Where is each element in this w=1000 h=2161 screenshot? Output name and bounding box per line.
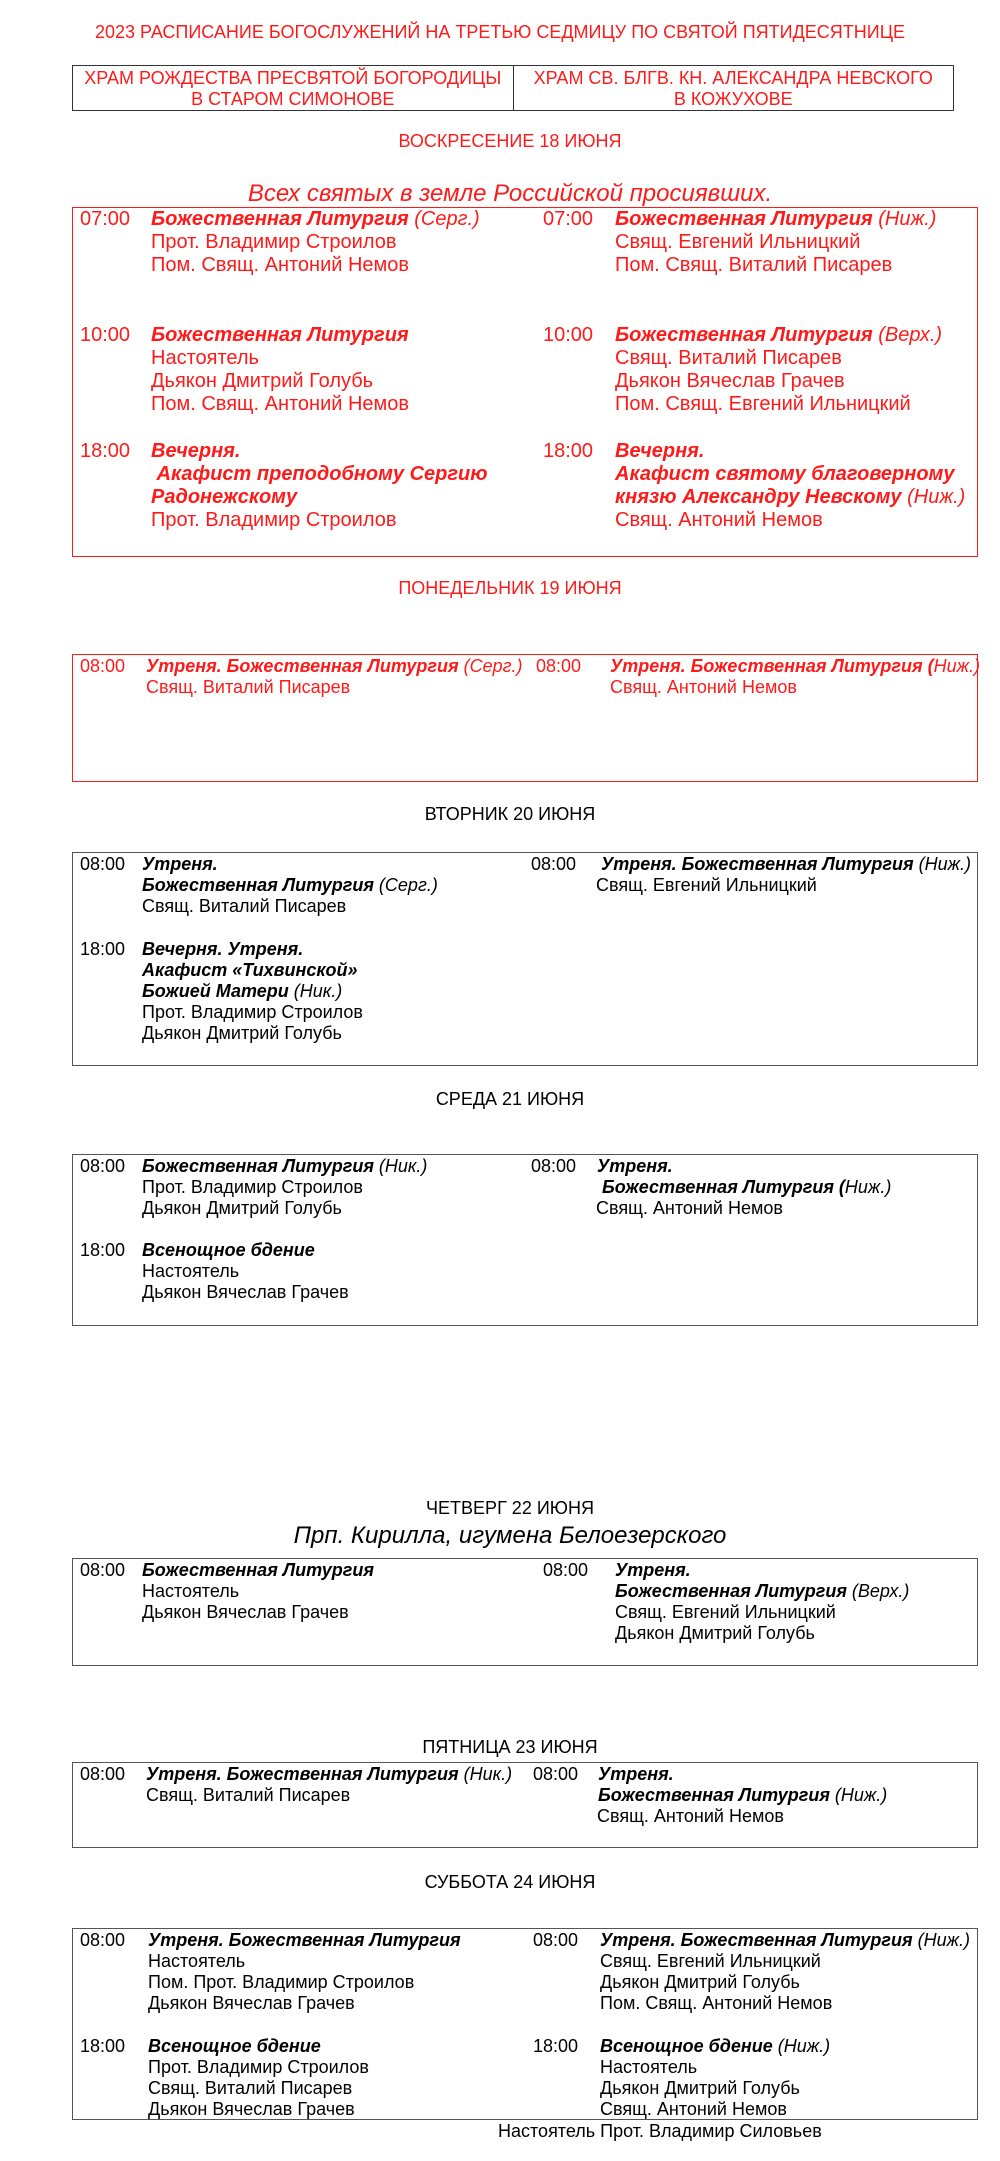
clergy-line: Пом. Свящ. Антоний Немов xyxy=(151,393,410,415)
service-name: Божественная Литургия xyxy=(142,1156,374,1176)
event-service xyxy=(615,208,936,231)
service-note: (Ниж.) xyxy=(901,486,966,508)
day-heading-mon: ПОНЕДЕЛЬНИК 19 ИЮНЯ xyxy=(398,578,622,598)
event-time: 08:00 xyxy=(533,1764,579,1784)
clergy-line: Свящ. Евгений Ильницкий xyxy=(615,231,861,253)
event-time: 07:00 xyxy=(80,208,131,230)
service-name: Божественная Литургия xyxy=(142,875,374,895)
service-note: Ниж.) xyxy=(844,1177,892,1197)
service-name: Вечерня. Утреня. xyxy=(142,939,304,959)
clergy-line: Дьякон Дмитрий Голубь xyxy=(151,370,374,392)
clergy-line: Свящ. Евгений Ильницкий xyxy=(596,875,817,895)
event-time: 10:00 xyxy=(80,324,131,346)
service-name: Утреня. Божественная Литургия xyxy=(146,1764,459,1784)
clergy-line: Дьякон Дмитрий Голубь xyxy=(142,1023,342,1043)
clergy-line: Свящ. Антоний Немов xyxy=(615,509,823,531)
service-note: (Ниж.) xyxy=(829,1785,888,1805)
service-note: (Ник.) xyxy=(373,1156,428,1176)
document-title: 2023 РАСПИСАНИЕ БОГОСЛУЖЕНИЙ НА ТРЕТЬЮ СЕДМИЦУ ПО СВЯТОЙ ПЯТИДЕСЯТНИЦЕ xyxy=(94,22,906,42)
church-left-name: ХРАМ РОЖДЕСТВА ПРЕСВЯТОЙ БОГОРОДИЦЫ xyxy=(84,68,502,88)
service-name: Утреня. Божественная Литургия xyxy=(146,656,459,676)
event-time: 08:00 xyxy=(543,1560,589,1580)
clergy-line: Свящ. Антоний Немов xyxy=(596,1198,783,1218)
service-name: Божественная Литургия xyxy=(598,1785,830,1805)
event-time: 08:00 xyxy=(536,656,582,676)
service-name: Утреня. xyxy=(615,1560,691,1580)
clergy-line: Дьякон Вячеслав Грачев xyxy=(142,1602,349,1622)
event-time: 18:00 xyxy=(80,440,131,462)
day-heading-thu: ЧЕТВЕРГ 22 ИЮНЯ xyxy=(426,1498,594,1518)
clergy-line: Прот. Владимир Строилов xyxy=(148,2057,369,2077)
event-service xyxy=(146,1764,512,1785)
clergy-line: Свящ. Виталий Писарев xyxy=(148,2078,353,2098)
event-service xyxy=(610,656,980,677)
event-service xyxy=(146,656,522,677)
service-name: Утреня. xyxy=(598,1764,674,1784)
church-left xyxy=(73,66,513,110)
event-service xyxy=(597,1177,891,1198)
clergy-line: Свящ. Евгений Ильницкий xyxy=(600,1951,821,1971)
clergy-line: Прот. Владимир Строилов xyxy=(142,1002,363,1022)
service-note: (Верх.) xyxy=(872,324,943,346)
clergy-line: Дьякон Дмитрий Голубь xyxy=(142,1198,342,1218)
event-time: 08:00 xyxy=(80,1930,126,1950)
event-time: 08:00 xyxy=(533,1930,579,1950)
clergy-line: Свящ. Антоний Немов xyxy=(600,2099,787,2119)
event-service xyxy=(600,1930,970,1951)
service-name: Вечерня. xyxy=(615,440,705,462)
service-note: (Серг.) xyxy=(458,656,523,676)
service-name: Всенощное бдение xyxy=(148,2036,321,2056)
church-right-location: В КОЖУХОВЕ xyxy=(673,89,793,109)
event-time: 18:00 xyxy=(543,440,594,462)
event-time: 08:00 xyxy=(80,1560,126,1580)
clergy-line: Дьякон Вячеслав Грачев xyxy=(142,1282,349,1302)
service-note: Ниж.) xyxy=(933,656,980,676)
day-heading-fri: ПЯТНИЦА 23 ИЮНЯ xyxy=(422,1737,598,1757)
service-name: Божественная Литургия xyxy=(151,324,409,346)
event-service xyxy=(151,208,480,231)
service-name: Божественная Литургия ( xyxy=(597,1177,845,1197)
event-service xyxy=(598,1785,887,1806)
service-note: (Верх.) xyxy=(846,1581,910,1601)
clergy-line: Настоятель xyxy=(151,347,259,369)
event-service xyxy=(600,2036,830,2057)
service-note: (Серг.) xyxy=(408,208,480,230)
feast-title-thu: Прп. Кирилла, игумена Белоезерского xyxy=(293,1522,727,1549)
event-time: 08:00 xyxy=(531,1156,577,1176)
feast-title-sun: Всех святых в земле Российской просиявших. xyxy=(247,180,773,207)
church-right-name: ХРАМ СВ. БЛГВ. КН. АЛЕКСАНДРА НЕВСКОГО xyxy=(533,68,933,88)
clergy-line: Свящ. Виталий Писарев xyxy=(615,347,842,369)
rector-signature: Настоятель Прот. Владимир Силовьев xyxy=(498,2121,822,2141)
clergy-line: Дьякон Дмитрий Голубь xyxy=(600,1972,800,1992)
service-name: Радонежскому xyxy=(151,486,298,508)
clergy-line: Настоятель xyxy=(148,1951,246,1971)
clergy-line: Свящ. Виталий Писарев xyxy=(146,677,351,697)
clergy-line: Пом. Прот. Владимир Строилов xyxy=(148,1972,415,1992)
day-heading-sun: ВОСКРЕСЕНИЕ 18 ИЮНЯ xyxy=(398,131,622,151)
service-name: Божественная Литургия xyxy=(615,1581,847,1601)
clergy-line: Свящ. Евгений Ильницкий xyxy=(615,1602,836,1622)
service-note: (Ниж.) xyxy=(772,2036,831,2056)
service-note: (Ник.) xyxy=(288,981,343,1001)
event-time: 18:00 xyxy=(80,1240,126,1260)
event-time: 08:00 xyxy=(80,1156,126,1176)
event-time: 18:00 xyxy=(80,2036,126,2056)
clergy-line: Прот. Владимир Строилов xyxy=(151,231,397,253)
service-name: Всенощное бдение xyxy=(600,2036,773,2056)
event-time: 08:00 xyxy=(80,1764,126,1784)
clergy-line: Дьякон Вячеслав Грачев xyxy=(148,1993,355,2013)
clergy-line: Настоятель xyxy=(600,2057,698,2077)
event-service xyxy=(142,875,438,896)
clergy-line: Настоятель xyxy=(142,1581,240,1601)
service-name: Божественная Литургия xyxy=(615,208,873,230)
service-name: Божественная Литургия xyxy=(615,324,873,346)
service-name: Утреня. xyxy=(142,854,218,874)
service-name: Утреня. Божественная Литургия xyxy=(148,1930,461,1950)
event-time: 18:00 xyxy=(533,2036,579,2056)
clergy-line: Свящ. Виталий Писарев xyxy=(146,1785,351,1805)
clergy-line: Пом. Свящ. Антоний Немов xyxy=(151,254,410,276)
service-name: Утреня. Божественная Литургия ( xyxy=(610,656,934,676)
service-name: Божественная Литургия xyxy=(151,208,409,230)
service-name: Утреня. Божественная Литургия xyxy=(600,1930,913,1950)
service-name: Божественная Литургия xyxy=(142,1560,374,1580)
service-note: (Ниж.) xyxy=(872,208,937,230)
clergy-line: Дьякон Дмитрий Голубь xyxy=(600,2078,800,2098)
service-note: (Ник.) xyxy=(458,1764,513,1784)
event-time: 08:00 xyxy=(531,854,577,874)
church-header-table xyxy=(72,65,954,111)
event-service xyxy=(142,1156,427,1177)
service-note: (Ниж.) xyxy=(913,854,971,874)
event-time: 08:00 xyxy=(80,854,126,874)
service-name: Акафист преподобному Сергию xyxy=(151,463,488,485)
church-left-location: В СТАРОМ СИМОНОВЕ xyxy=(191,89,395,109)
service-note: (Серг.) xyxy=(373,875,438,895)
service-name: Утреня. Божественная Литургия xyxy=(601,854,914,874)
service-name: Акафист «Тихвинской» xyxy=(142,960,358,980)
event-time: 08:00 xyxy=(80,656,126,676)
service-name: князю Александру Невскому xyxy=(615,486,902,508)
event-service xyxy=(615,486,965,509)
clergy-line: Прот. Владимир Строилов xyxy=(142,1177,363,1197)
service-name: Божией Матери xyxy=(142,981,289,1001)
clergy-line: Свящ. Антоний Немов xyxy=(610,677,797,697)
service-note: (Ниж.) xyxy=(912,1930,970,1950)
clergy-line: Настоятель xyxy=(142,1261,240,1281)
clergy-line: Дьякон Дмитрий Голубь xyxy=(615,1623,815,1643)
church-right xyxy=(513,66,954,110)
day-heading-tue: ВТОРНИК 20 ИЮНЯ xyxy=(424,804,596,824)
clergy-line: Свящ. Виталий Писарев xyxy=(142,896,347,916)
event-service xyxy=(142,981,342,1002)
clergy-line: Пом. Свящ. Антоний Немов xyxy=(600,1993,833,2013)
clergy-line: Прот. Владимир Строилов xyxy=(151,509,397,531)
event-time: 10:00 xyxy=(543,324,594,346)
day-heading-wed: СРЕДА 21 ИЮНЯ xyxy=(435,1089,585,1109)
clergy-line: Дьякон Вячеслав Грачев xyxy=(615,370,845,392)
event-time: 18:00 xyxy=(80,939,126,959)
service-name: Вечерня. xyxy=(151,440,241,462)
day-heading-sat: СУББОТА 24 ИЮНЯ xyxy=(424,1872,596,1892)
event-service xyxy=(601,854,971,875)
clergy-line: Дьякон Вячеслав Грачев xyxy=(148,2099,355,2119)
service-name: Всенощное бдение xyxy=(142,1240,315,1260)
clergy-line: Пом. Свящ. Евгений Ильницкий xyxy=(615,393,911,415)
event-service xyxy=(615,324,942,347)
clergy-line: Пом. Свящ. Виталий Писарев xyxy=(615,254,893,276)
event-service xyxy=(615,1581,909,1602)
clergy-line: Свящ. Антоний Немов xyxy=(597,1806,784,1826)
service-name: Утреня. xyxy=(597,1156,673,1176)
event-time: 07:00 xyxy=(543,208,594,230)
service-name: Акафист святому благоверному xyxy=(615,463,955,485)
